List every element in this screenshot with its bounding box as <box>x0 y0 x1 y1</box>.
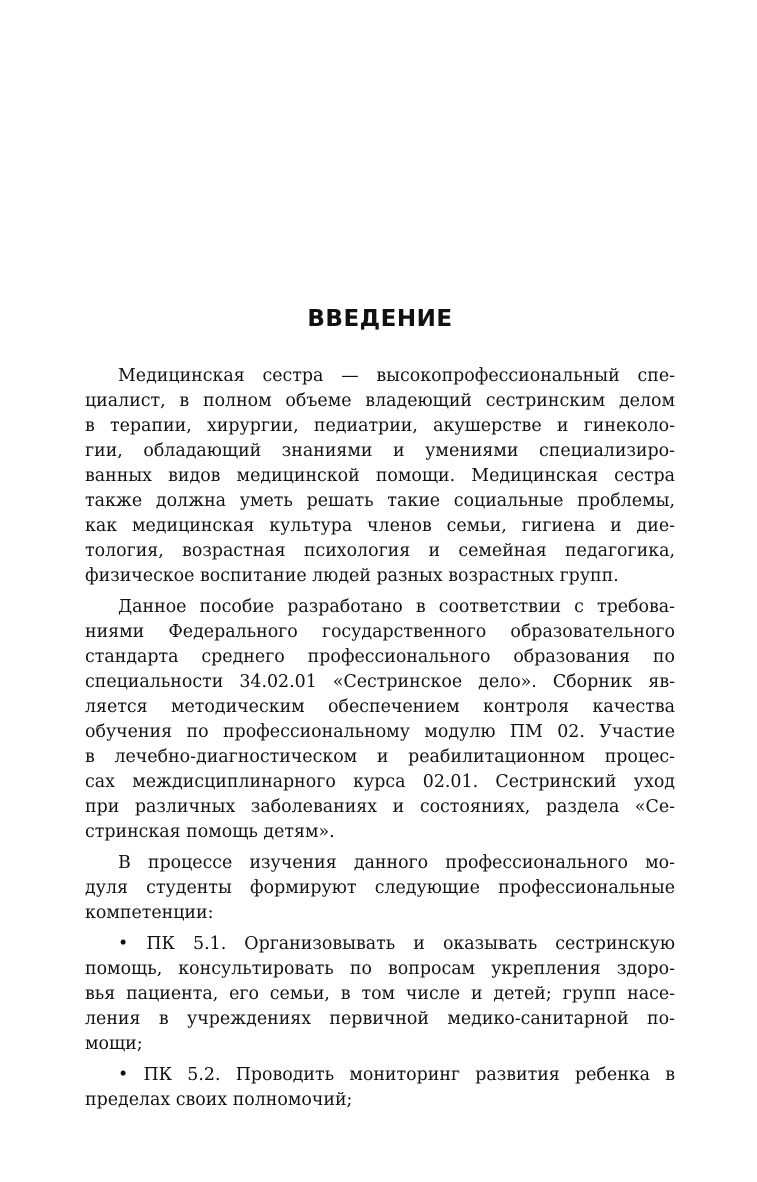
text-line: циалист, в полном объеме владеющий сестринским делом <box>85 391 675 411</box>
text-line: помощь, консультировать по вопросам укрепления здоро- <box>85 959 675 979</box>
paragraph-competencies-intro <box>85 851 675 926</box>
text-line: стандарта среднего профессионального образования по <box>85 647 675 667</box>
text-line: В процессе изучения данного профессионального мо- <box>118 853 675 873</box>
text-line: в терапии, хирургии, педиатрии, акушерстве и гинеколо- <box>85 416 675 436</box>
text-line: ванных видов медицинской помощи. Медицинская сестра <box>85 466 675 486</box>
text-line: мощи; <box>85 1034 143 1054</box>
text-line: гии, обладающий знаниями и умениями специализиро- <box>85 441 675 461</box>
text-line: ляется методическим обеспечением контроля качества <box>85 697 675 717</box>
text-line: вья пациента, его семьи, в том числе и детей; групп насе- <box>85 984 675 1004</box>
text-line: сах междисциплинарного курса 02.01. Сестринский уход <box>85 772 675 792</box>
text-line: • ПК 5.2. Проводить мониторинг развития ребенка в <box>118 1065 675 1085</box>
text-line: Данное пособие разработано в соответствии с требова- <box>118 597 675 617</box>
text-line: обучения по профессиональному модулю ПМ 02. Участие <box>85 722 675 742</box>
text-line: в лечебно-диагностическом и реабилитационном процес- <box>85 747 675 767</box>
text-line: при различных заболеваниях и состояниях, раздела «Се- <box>85 797 675 817</box>
body-text <box>85 364 675 1119</box>
text-line: ниями Федерального государственного образовательного <box>85 622 675 642</box>
text-line: как медицинская культура членов семьи, гигиена и дие- <box>85 516 675 536</box>
text-line: дуля студенты формируют следующие профессиональные <box>85 878 675 898</box>
text-line: ления в учреждениях первичной медико-санитарной по- <box>85 1009 675 1029</box>
text-line: стринская помощь детям». <box>85 822 335 842</box>
list-item-pk-5-1 <box>85 932 675 1057</box>
text-line: пределах своих полномочий; <box>85 1090 353 1110</box>
text-line: тология, возрастная психология и семейная педагогика, <box>85 541 675 561</box>
list-item-pk-5-2 <box>85 1063 675 1113</box>
text-line: также должна уметь решать такие социальные проблемы, <box>85 491 675 511</box>
paragraph-purpose <box>85 595 675 845</box>
paragraph-intro <box>85 364 675 589</box>
page-title: ВВЕДЕНИЕ <box>307 306 453 332</box>
text-line: • ПК 5.1. Организовывать и оказывать сестринскую <box>118 934 675 954</box>
text-line: Медицинская сестра — высокопрофессиональный спе- <box>118 366 675 386</box>
text-line: компетенции: <box>85 903 214 923</box>
text-line: физическое воспитание людей разных возрастных групп. <box>85 566 619 586</box>
text-line: специальности 34.02.01 «Сестринское дело». Сборник яв- <box>85 672 675 692</box>
